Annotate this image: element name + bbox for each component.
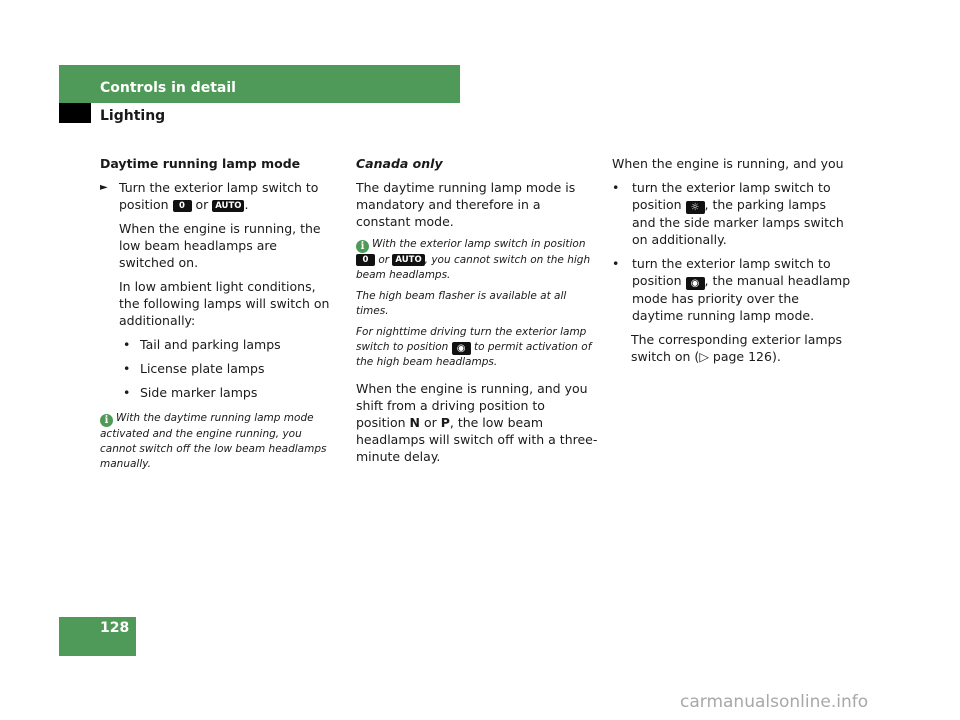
paragraph-shift	[356, 380, 598, 465]
note-text: to permit activation of the high beam headlamps.	[356, 341, 592, 368]
paragraph-text: When the engine is running, and you shift from a driving position to position	[356, 381, 588, 430]
bullet-icon: •	[612, 256, 620, 271]
info-note	[356, 237, 598, 283]
list-item	[100, 360, 335, 377]
note-text: , you cannot switch on the high beam headlamps.	[356, 254, 591, 281]
note-text: With the daytime running lamp mode activated and the engine running, you cannot switch off the low beam headlamps manually.	[100, 412, 327, 470]
heading-canada: Canada only	[356, 156, 443, 171]
list-item	[612, 255, 852, 324]
heading-daytime-running: Daytime running lamp mode	[100, 156, 301, 171]
paragraph-mandatory: The daytime running lamp mode is mandatory and therefore in a constant mode.	[356, 180, 576, 229]
section-tab	[59, 103, 91, 123]
switch-position-0-badge: 0	[173, 200, 192, 212]
info-icon: i	[100, 414, 113, 427]
bullet-icon: •	[123, 337, 131, 352]
list-item-text: turn the exterior lamp switch to position	[632, 256, 831, 288]
list-item	[100, 384, 335, 401]
info-note	[100, 411, 335, 472]
note-nighttime	[356, 325, 598, 370]
list-item-text: , the manual headlamp mode has priority over the daytime running lamp mode.	[632, 273, 851, 323]
paragraph-ambient: In low ambient light conditions, the following lamps will switch on additionally:	[119, 279, 330, 328]
bullet-icon: •	[123, 385, 131, 400]
watermark: carmanualsonline.info	[680, 692, 869, 712]
or-text: or	[375, 254, 393, 266]
or-text: or	[191, 197, 213, 212]
list-item-text: Side marker lamps	[140, 385, 258, 400]
page-ref-arrow-icon: ▷	[699, 349, 713, 364]
note-flasher: The high beam flasher is available at all times.	[356, 290, 567, 317]
switch-position-auto-badge: AUTO	[392, 254, 424, 266]
step-arrow-icon: ►	[100, 182, 108, 193]
parking-lamp-icon: ☼	[686, 201, 705, 214]
switch-position-auto-badge: AUTO	[212, 200, 244, 212]
list-item-text: turn the exterior lamp switch to position	[632, 180, 831, 212]
note-text: With the exterior lamp switch in position	[372, 238, 586, 250]
step-suffix: .	[244, 197, 249, 212]
paragraph-text: ).	[771, 349, 781, 364]
list-item	[100, 336, 335, 353]
paragraph-text: , the low beam headlamps will switch off with a three-minute delay.	[356, 415, 598, 464]
low-beam-icon: ◉	[452, 342, 471, 355]
low-beam-icon: ◉	[686, 277, 705, 290]
bullet-icon: •	[123, 361, 131, 376]
paragraph-low-beam: When the engine is running, the low beam headlamps are switched on.	[119, 221, 321, 270]
list-item-text: , the parking lamps and the side marker lamps switch on additionally.	[632, 197, 844, 247]
instruction-step	[100, 179, 335, 213]
position-p: P	[440, 415, 450, 430]
position-n: N	[409, 415, 420, 430]
paragraph-text: The corresponding exterior lamps switch on (	[631, 332, 843, 364]
list-item	[612, 179, 852, 248]
page-reference-link[interactable]: page 126	[712, 349, 772, 364]
switch-position-0-badge: 0	[356, 254, 375, 266]
page-number: 128	[100, 620, 130, 636]
list-item-text: Tail and parking lamps	[140, 337, 281, 352]
chapter-title: Controls in detail	[100, 80, 236, 96]
paragraph-intro: When the engine is running, and you	[612, 156, 844, 171]
column-3	[612, 155, 852, 372]
or-text: or	[419, 415, 441, 430]
list-item-text: License plate lamps	[140, 361, 265, 376]
info-icon: i	[356, 240, 369, 253]
bullet-icon: •	[612, 180, 620, 195]
note-text: For nighttime driving turn the exterior lamp switch to position	[356, 326, 587, 353]
column-2	[356, 155, 598, 472]
section-title: Lighting	[100, 108, 166, 124]
paragraph-corresponding	[612, 331, 852, 365]
step-text: Turn the exterior lamp switch to position	[119, 180, 319, 212]
column-1	[100, 155, 335, 478]
